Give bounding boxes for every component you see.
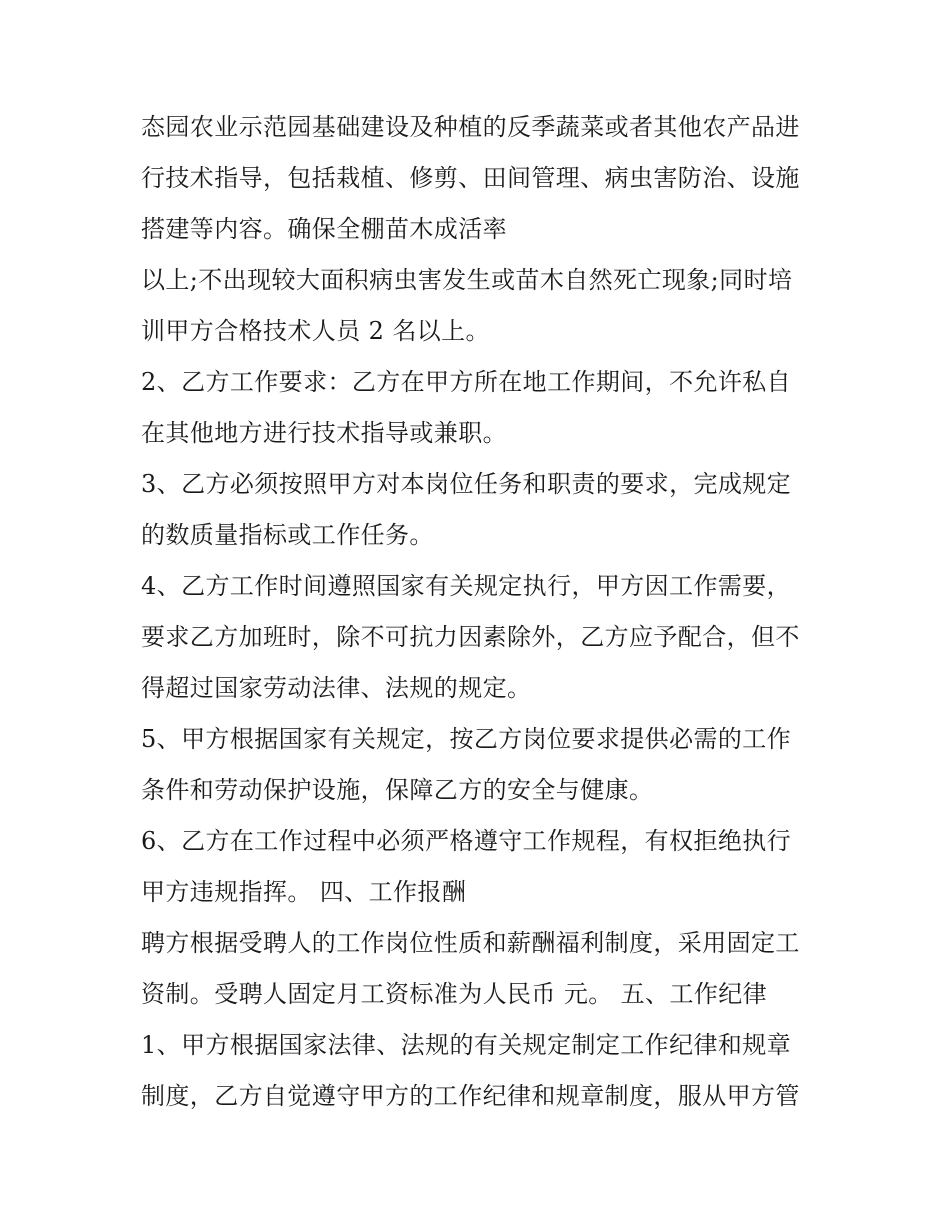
- text-line: 得超过国家劳动法律、法规的规定。: [141, 674, 532, 702]
- text-line: 行技术指导，包括栽植、修剪、田间管理、病虫害防治、设施: [141, 164, 800, 192]
- text-line: 制度，乙方自觉遵守甲方的工作纪律和规章制度，服从甲方管: [141, 1082, 800, 1110]
- text-line: 搭建等内容。确保全棚苗木成活率: [141, 215, 507, 243]
- text-line: 2、乙方工作要求：乙方在甲方所在地工作期间，不允许私自: [141, 368, 792, 396]
- text-line: 甲方违规指挥。 四、工作报酬: [141, 878, 467, 906]
- text-line: 条件和劳动保护设施，保障乙方的安全与健康。: [141, 776, 654, 804]
- text-line: 态园农业示范园基础建设及种植的反季蔬菜或者其他农产品进: [141, 113, 800, 141]
- text-line: 以上;不出现较大面积病虫害发生或苗木自然死亡现象;同时培: [141, 266, 793, 294]
- text-line: 在其他地方进行技术指导或兼职。: [141, 419, 507, 447]
- text-line: 4、乙方工作时间遵照国家有关规定执行，甲方因工作需要，: [141, 572, 792, 600]
- text-line: 的数质量指标或工作任务。: [141, 521, 434, 549]
- text-line: 训甲方合格技术人员 2 名以上。: [141, 317, 490, 345]
- text-line: 要求乙方加班时，除不可抗力因素除外，乙方应予配合，但不: [141, 623, 800, 651]
- contract-body-text: [141, 102, 831, 1122]
- text-line: 1、甲方根据国家法律、法规的有关规定制定工作纪律和规章: [141, 1031, 792, 1059]
- text-line: 3、乙方必须按照甲方对本岗位任务和职责的要求，完成规定: [141, 470, 792, 498]
- text-line: 聘方根据受聘人的工作岗位性质和薪酬福利制度，采用固定工: [141, 929, 800, 957]
- text-line: 资制。受聘人固定月工资标准为人民币 元。 五、工作纪律: [141, 980, 768, 1008]
- text-line: 6、乙方在工作过程中必须严格遵守工作规程，有权拒绝执行: [141, 827, 792, 855]
- text-line: 5、甲方根据国家有关规定，按乙方岗位要求提供必需的工作: [141, 725, 792, 753]
